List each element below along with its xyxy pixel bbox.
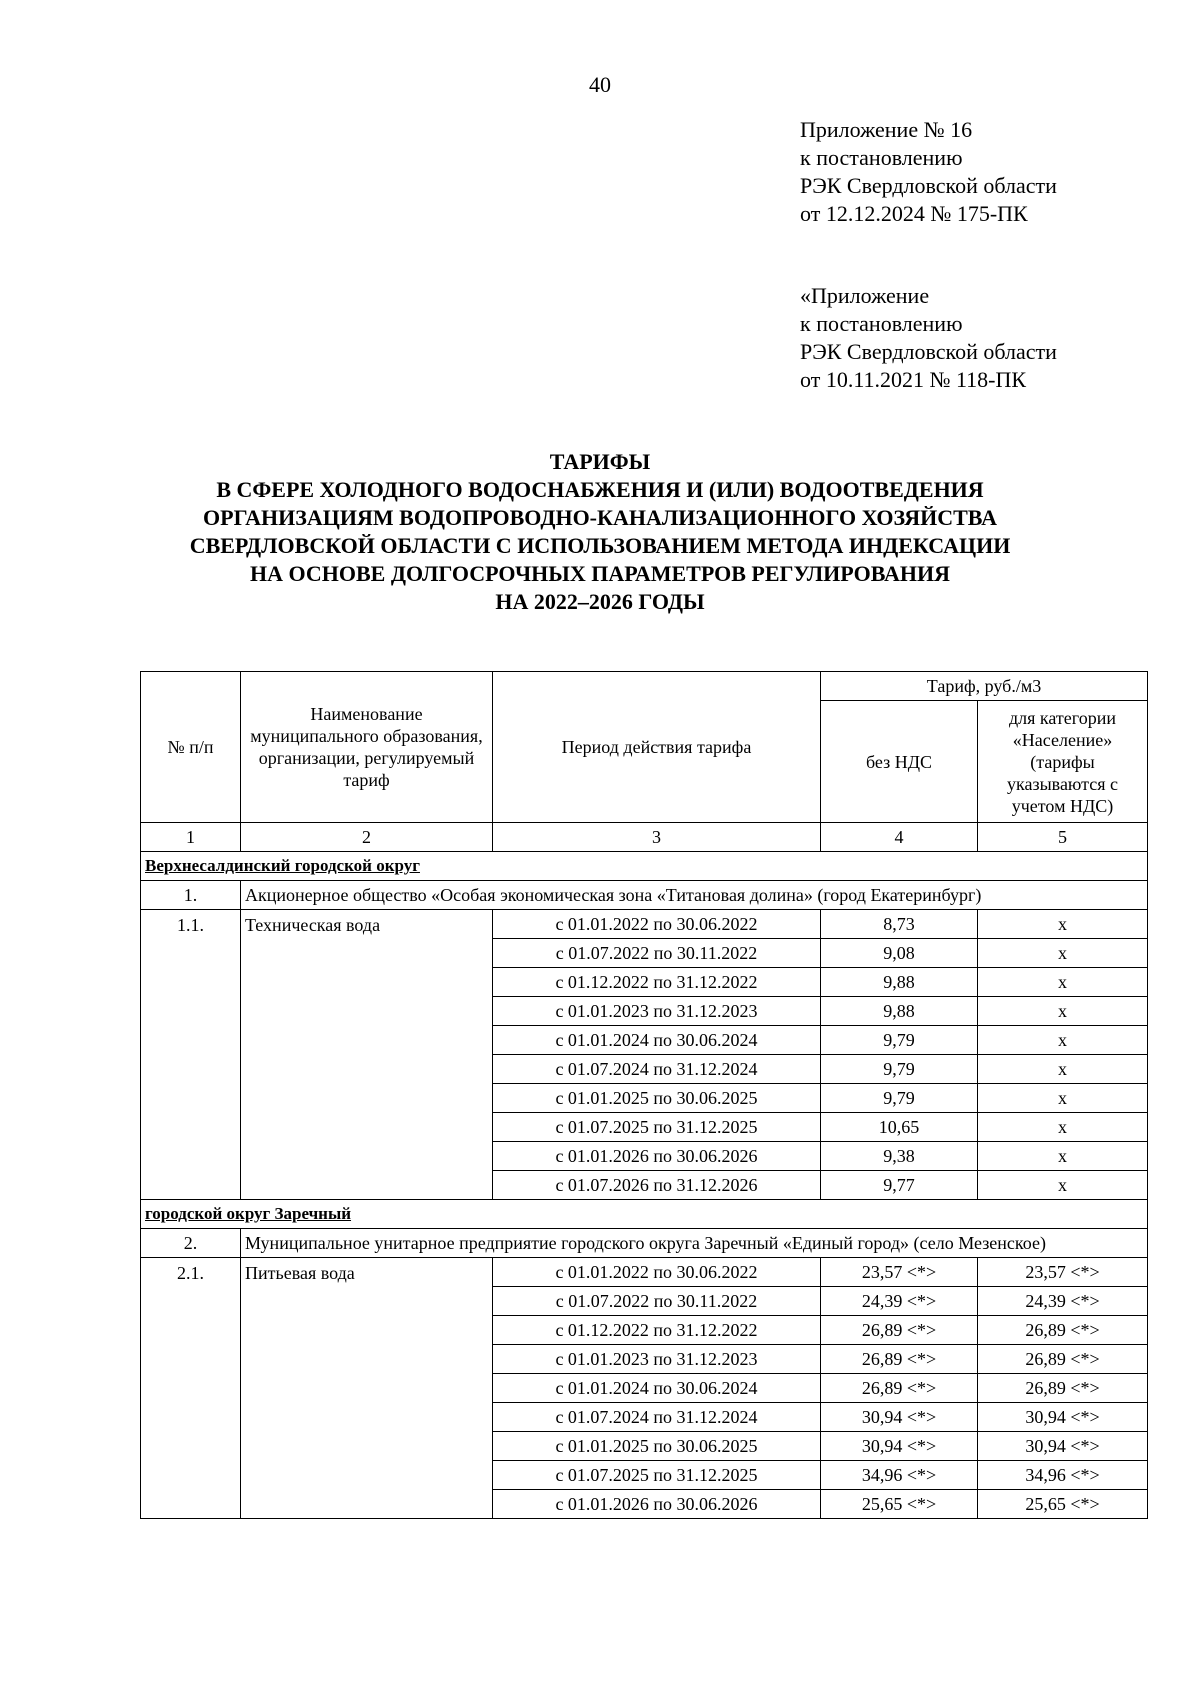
tariff-value-population: х <box>978 1171 1148 1200</box>
tariff-period: с 01.07.2025 по 31.12.2025 <box>493 1113 821 1142</box>
tariff-value-population: х <box>978 1026 1148 1055</box>
tariff-period: с 01.12.2022 по 31.12.2022 <box>493 1316 821 1345</box>
tariff-value-population: 26,89 <*> <box>978 1345 1148 1374</box>
tariff-period: с 01.01.2024 по 30.06.2024 <box>493 1026 821 1055</box>
tariff-value-population: х <box>978 968 1148 997</box>
column-number: 5 <box>978 823 1148 852</box>
header-no-vat: без НДС <box>821 701 978 823</box>
tariff-value-no-vat: 24,39 <*> <box>821 1287 978 1316</box>
column-number: 2 <box>241 823 493 852</box>
tariff-number: 1.1. <box>141 910 241 1200</box>
tariff-value-no-vat: 25,65 <*> <box>821 1490 978 1519</box>
tariff-period: с 01.07.2024 по 31.12.2024 <box>493 1403 821 1432</box>
tariff-period: с 01.12.2022 по 31.12.2022 <box>493 968 821 997</box>
district-name: Верхнесалдинский городской округ <box>141 852 1148 881</box>
tariff-value-no-vat: 8,73 <box>821 910 978 939</box>
header-num: № п/п <box>141 672 241 823</box>
title-line: СВЕРДЛОВСКОЙ ОБЛАСТИ С ИСПОЛЬЗОВАНИЕМ МЕТОДА ИНДЕКСАЦИИ <box>189 533 1011 558</box>
title-line: НА 2022–2026 ГОДЫ <box>495 589 705 614</box>
tariff-row <box>141 910 1148 939</box>
tariff-period: с 01.07.2024 по 31.12.2024 <box>493 1055 821 1084</box>
tariff-value-no-vat: 26,89 <*> <box>821 1374 978 1403</box>
title-line: ОРГАНИЗАЦИЯМ ВОДОПРОВОДНО-КАНАЛИЗАЦИОННОГО ХОЗЯЙСТВА <box>203 505 997 530</box>
table-header-row <box>141 672 1148 701</box>
tariff-value-no-vat: 9,79 <box>821 1084 978 1113</box>
tariff-value-no-vat: 10,65 <box>821 1113 978 1142</box>
header-population: для категории «Население» (тарифы указываются с учетом НДС) <box>978 701 1148 823</box>
title-line: ТАРИФЫ <box>549 449 651 474</box>
organization-row <box>141 1229 1148 1258</box>
column-numbers-row <box>141 823 1148 852</box>
tariff-value-population: х <box>978 997 1148 1026</box>
organization-row <box>141 881 1148 910</box>
appendix-line: РЭК Свердловской области <box>800 173 1057 198</box>
header-tariff-group: Тариф, руб./м3 <box>821 672 1148 701</box>
appendix-header-original <box>800 282 1057 394</box>
tariff-value-population: 34,96 <*> <box>978 1461 1148 1490</box>
tariff-value-no-vat: 9,38 <box>821 1142 978 1171</box>
tariff-value-population: х <box>978 939 1148 968</box>
tariff-value-no-vat: 34,96 <*> <box>821 1461 978 1490</box>
title-line: В СФЕРЕ ХОЛОДНОГО ВОДОСНАБЖЕНИЯ И (ИЛИ) ВОДООТВЕДЕНИЯ <box>216 477 984 502</box>
tariff-value-population: 23,57 <*> <box>978 1258 1148 1287</box>
column-number: 4 <box>821 823 978 852</box>
tariff-period: с 01.01.2024 по 30.06.2024 <box>493 1374 821 1403</box>
tariff-value-no-vat: 23,57 <*> <box>821 1258 978 1287</box>
tariff-name: Техническая вода <box>241 910 493 1200</box>
tariff-row <box>141 1258 1148 1287</box>
district-row <box>141 1200 1148 1229</box>
tariff-value-population: 30,94 <*> <box>978 1403 1148 1432</box>
tariff-value-no-vat: 9,88 <box>821 968 978 997</box>
tariff-value-population: х <box>978 910 1148 939</box>
appendix-line: «Приложение <box>800 283 930 308</box>
document-title <box>0 448 1200 616</box>
tariff-value-population: 30,94 <*> <box>978 1432 1148 1461</box>
tariff-value-no-vat: 26,89 <*> <box>821 1316 978 1345</box>
tariff-value-no-vat: 30,94 <*> <box>821 1403 978 1432</box>
district-row <box>141 852 1148 881</box>
organization-name: Акционерное общество «Особая экономическая зона «Титановая долина» (город Екатеринбург) <box>241 881 1148 910</box>
tariff-value-population: 26,89 <*> <box>978 1316 1148 1345</box>
tariff-value-population: х <box>978 1084 1148 1113</box>
appendix-line: от 12.12.2024 № 175-ПК <box>800 201 1028 226</box>
appendix-line: Приложение № 16 <box>800 117 973 142</box>
tariff-period: с 01.01.2026 по 30.06.2026 <box>493 1490 821 1519</box>
column-number: 3 <box>493 823 821 852</box>
tariff-value-no-vat: 9,08 <box>821 939 978 968</box>
organization-name: Муниципальное унитарное предприятие городского округа Заречный «Единый город» (село Мезенское) <box>241 1229 1148 1258</box>
tariff-period: с 01.07.2022 по 30.11.2022 <box>493 1287 821 1316</box>
tariff-table <box>140 671 1148 1519</box>
tariff-value-population: х <box>978 1055 1148 1084</box>
tariff-value-no-vat: 9,88 <box>821 997 978 1026</box>
appendix-line: РЭК Свердловской области <box>800 339 1057 364</box>
tariff-value-no-vat: 30,94 <*> <box>821 1432 978 1461</box>
tariff-period: с 01.01.2023 по 31.12.2023 <box>493 1345 821 1374</box>
tariff-period: с 01.01.2022 по 30.06.2022 <box>493 1258 821 1287</box>
tariff-period: с 01.01.2023 по 31.12.2023 <box>493 997 821 1026</box>
tariff-value-no-vat: 9,79 <box>821 1026 978 1055</box>
tariff-value-population: х <box>978 1113 1148 1142</box>
tariff-name: Питьевая вода <box>241 1258 493 1519</box>
header-period: Период действия тарифа <box>493 672 821 823</box>
tariff-period: с 01.01.2025 по 30.06.2025 <box>493 1084 821 1113</box>
header-name: Наименование муниципального образования, организации, регулируемый тариф <box>241 672 493 823</box>
tariff-value-no-vat: 9,77 <box>821 1171 978 1200</box>
tariff-value-no-vat: 9,79 <box>821 1055 978 1084</box>
tariff-value-no-vat: 26,89 <*> <box>821 1345 978 1374</box>
appendix-line: к постановлению <box>800 311 963 336</box>
tariff-table-body <box>141 672 1148 1519</box>
tariff-value-population: 26,89 <*> <box>978 1374 1148 1403</box>
organization-number: 1. <box>141 881 241 910</box>
tariff-number: 2.1. <box>141 1258 241 1519</box>
column-number: 1 <box>141 823 241 852</box>
appendix-line: от 10.11.2021 № 118-ПК <box>800 367 1027 392</box>
tariff-period: с 01.07.2022 по 30.11.2022 <box>493 939 821 968</box>
organization-number: 2. <box>141 1229 241 1258</box>
tariff-value-population: 24,39 <*> <box>978 1287 1148 1316</box>
appendix-line: к постановлению <box>800 145 963 170</box>
tariff-value-population: 25,65 <*> <box>978 1490 1148 1519</box>
tariff-period: с 01.01.2025 по 30.06.2025 <box>493 1432 821 1461</box>
page-number: 40 <box>589 72 611 97</box>
appendix-header-current <box>800 116 1057 228</box>
tariff-value-population: х <box>978 1142 1148 1171</box>
district-name: городской округ Заречный <box>141 1200 1148 1229</box>
tariff-period: с 01.01.2026 по 30.06.2026 <box>493 1142 821 1171</box>
tariff-period: с 01.07.2025 по 31.12.2025 <box>493 1461 821 1490</box>
tariff-period: с 01.01.2022 по 30.06.2022 <box>493 910 821 939</box>
tariff-period: с 01.07.2026 по 31.12.2026 <box>493 1171 821 1200</box>
title-line: НА ОСНОВЕ ДОЛГОСРОЧНЫХ ПАРАМЕТРОВ РЕГУЛИРОВАНИЯ <box>249 561 950 586</box>
